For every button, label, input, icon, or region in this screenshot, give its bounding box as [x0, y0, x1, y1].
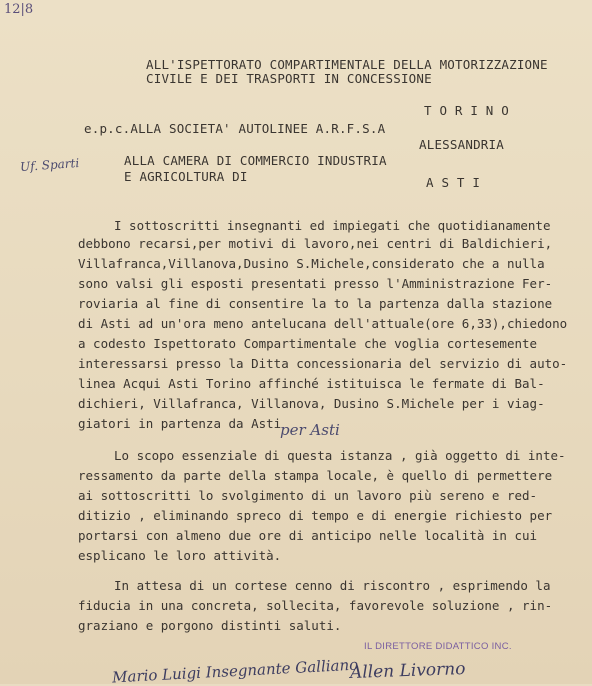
p1-line: di Asti ad un'ora meno antelucana dell'attuale(ore 6,33),chiedono [78, 316, 568, 331]
page-number: 12|8 [4, 2, 34, 17]
chamber-line-2: E AGRICOLTURA DI [124, 169, 248, 184]
handwritten-note-left: Uf. Sparti [19, 155, 80, 175]
city-alessandria: ALESSANDRIA [419, 137, 504, 152]
p1-line: interessarsi presso la Ditta concessionaria del servizio di auto- [78, 356, 568, 371]
p1-line: a codesto Ispettorato Compartimentale che voglia cortesemente [78, 336, 538, 351]
p1-line: sono valsi gli esposti presentati presso l'Amministrazione Fer- [78, 276, 553, 291]
p1-line: I sottoscritti insegnanti ed impiegati che quotidianamente [114, 218, 551, 233]
p1-line: giatori in partenza da Asti [78, 416, 282, 431]
p2-line: esplicano le loro attività. [78, 548, 282, 563]
addressee-line-1: ALL'ISPETTORATO COMPARTIMENTALE DELLA MOTORIZZAZIONE [146, 57, 548, 72]
p2-line: Lo scopo essenziale di questa istanza , già oggetto di inte- [114, 448, 566, 463]
p1-line: roviaria al fine di consentire la to la partenza dalla stazione [78, 296, 553, 311]
p2-line: ditizio , eliminando spreco di tempo e di energie richiesto per [78, 508, 553, 523]
p2-line: ai sottoscritti lo svolgimento di un lavoro più sereno e red- [78, 488, 538, 503]
chamber-line-1: ALLA CAMERA DI COMMERCIO INDUSTRIA [124, 153, 387, 168]
director-stamp: IL DIRETTORE DIDATTICO INC. [364, 641, 512, 652]
cc-line: e.p.c.ALLA SOCIETA' AUTOLINEE A.R.F.S.A [84, 121, 386, 136]
handwritten-insert: per Asti [280, 421, 340, 439]
signature-left: Mario Luigi Insegnante Galliano [111, 655, 359, 686]
p3-line: In attesa di un cortese cenno di riscontro , esprimendo la [114, 578, 551, 593]
addressee-line-2: CIVILE E DEI TRASPORTI IN CONCESSIONE [146, 71, 432, 86]
p1-line: debbono recarsi,per motivi di lavoro,nei centri di Baldichieri, [78, 236, 553, 251]
city-torino: T O R I N O [424, 103, 509, 118]
p3-line: graziano e porgono distinti saluti. [78, 618, 342, 633]
p1-line: Villafranca,Villanova,Dusino S.Michele,considerato che a nulla [78, 256, 545, 271]
city-asti: A S T I [426, 175, 481, 190]
p2-line: portarsi con almeno due ore di anticipo nelle località in cui [78, 528, 538, 543]
signature-right: Allen Livorno [349, 658, 466, 684]
p1-line: linea Acqui Asti Torino affinché istituisca le fermate di Bal- [78, 376, 545, 391]
p1-line: dichieri, Villafranca, Villanova, Dusino S.Michele per i viag- [78, 396, 545, 411]
p3-line: fiducia in una concreta, sollecita, favorevole soluzione , rin- [78, 598, 553, 613]
p2-line: ressamento da parte della stampa locale, è quello di permettere [78, 468, 553, 483]
